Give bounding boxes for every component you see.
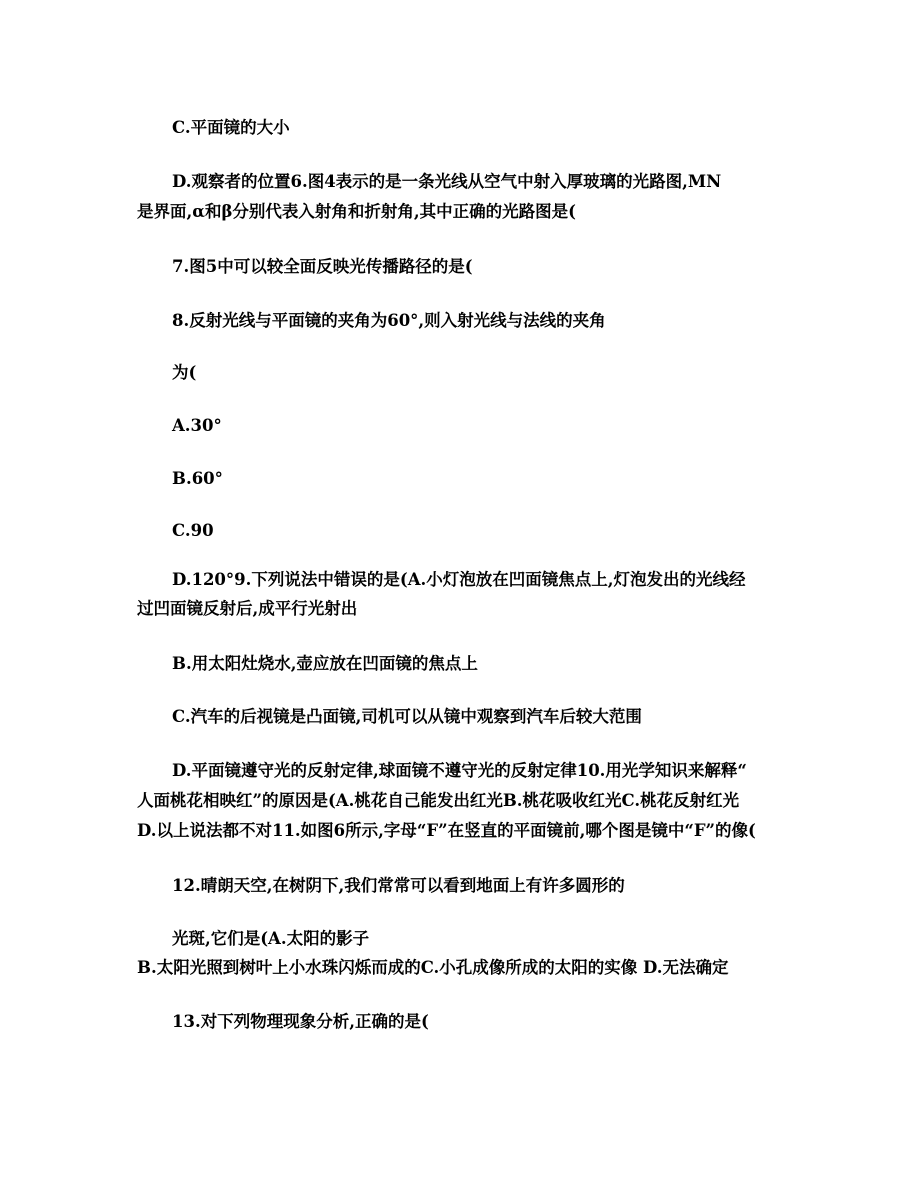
text-line-q8: 8.反射光线与平面镜的夹角为60°,则入射光线与法线的夹角 xyxy=(172,311,606,330)
text-line-q6-start: D.观察者的位置6.图4表示的是一条光线从空气中射入厚玻璃的光路图,MN xyxy=(172,172,722,191)
text-line-q10-d-q11: D.以上说法都不对11.如图6所示,字母“F”在竖直的平面镜前,哪个图是镜中“F”的像( xyxy=(137,821,756,840)
text-line-option-b: B.60° xyxy=(172,469,223,488)
text-line-option-a: A.30° xyxy=(172,416,222,435)
text-line-option-c: C.90 xyxy=(172,521,214,540)
text-line-q7: 7.图5中可以较全面反映光传播路径的是( xyxy=(172,257,473,276)
text-line-q9-c: C.汽车的后视镜是凸面镜,司机可以从镜中观察到汽车后较大范围 xyxy=(172,707,642,726)
text-line-q13: 13.对下列物理现象分析,正确的是( xyxy=(172,1012,429,1031)
text-line-q9-d-q10: D.平面镜遵守光的反射定律,球面镜不遵守光的反射定律10.用光学知识来解释“ xyxy=(172,761,747,780)
text-line-q9-start: D.120°9.下列说法中错误的是(A.小灯泡放在凹面镜焦点上,灯泡发出的光线经 xyxy=(172,570,746,589)
text-line-q9-cont: 过凹面镜反射后,成平行光射出 xyxy=(137,599,358,618)
text-line-q12-a: 光斑,它们是(A.太阳的影子 xyxy=(172,929,370,948)
text-line-q12-options: B.太阳光照到树叶上小水珠闪烁而成的C.小孔成像所成的太阳的实像 D.无法确定 xyxy=(137,958,729,977)
text-line-q10-options: 人面桃花相映红”的原因是(A.桃花自己能发出红光B.桃花吸收红光C.桃花反射红光 xyxy=(137,791,740,810)
text-line-q12: 12.晴朗天空,在树阴下,我们常常可以看到地面上有许多圆形的 xyxy=(172,876,625,895)
text-line-q8-cont: 为( xyxy=(172,363,197,382)
text-line-q9-b: B.用太阳灶烧水,壶应放在凹面镜的焦点上 xyxy=(172,654,478,673)
text-line-q6-cont: 是界面,α和β分别代表入射角和折射角,其中正确的光路图是( xyxy=(137,202,576,221)
text-line-c-mirror-size: C.平面镜的大小 xyxy=(172,118,290,137)
